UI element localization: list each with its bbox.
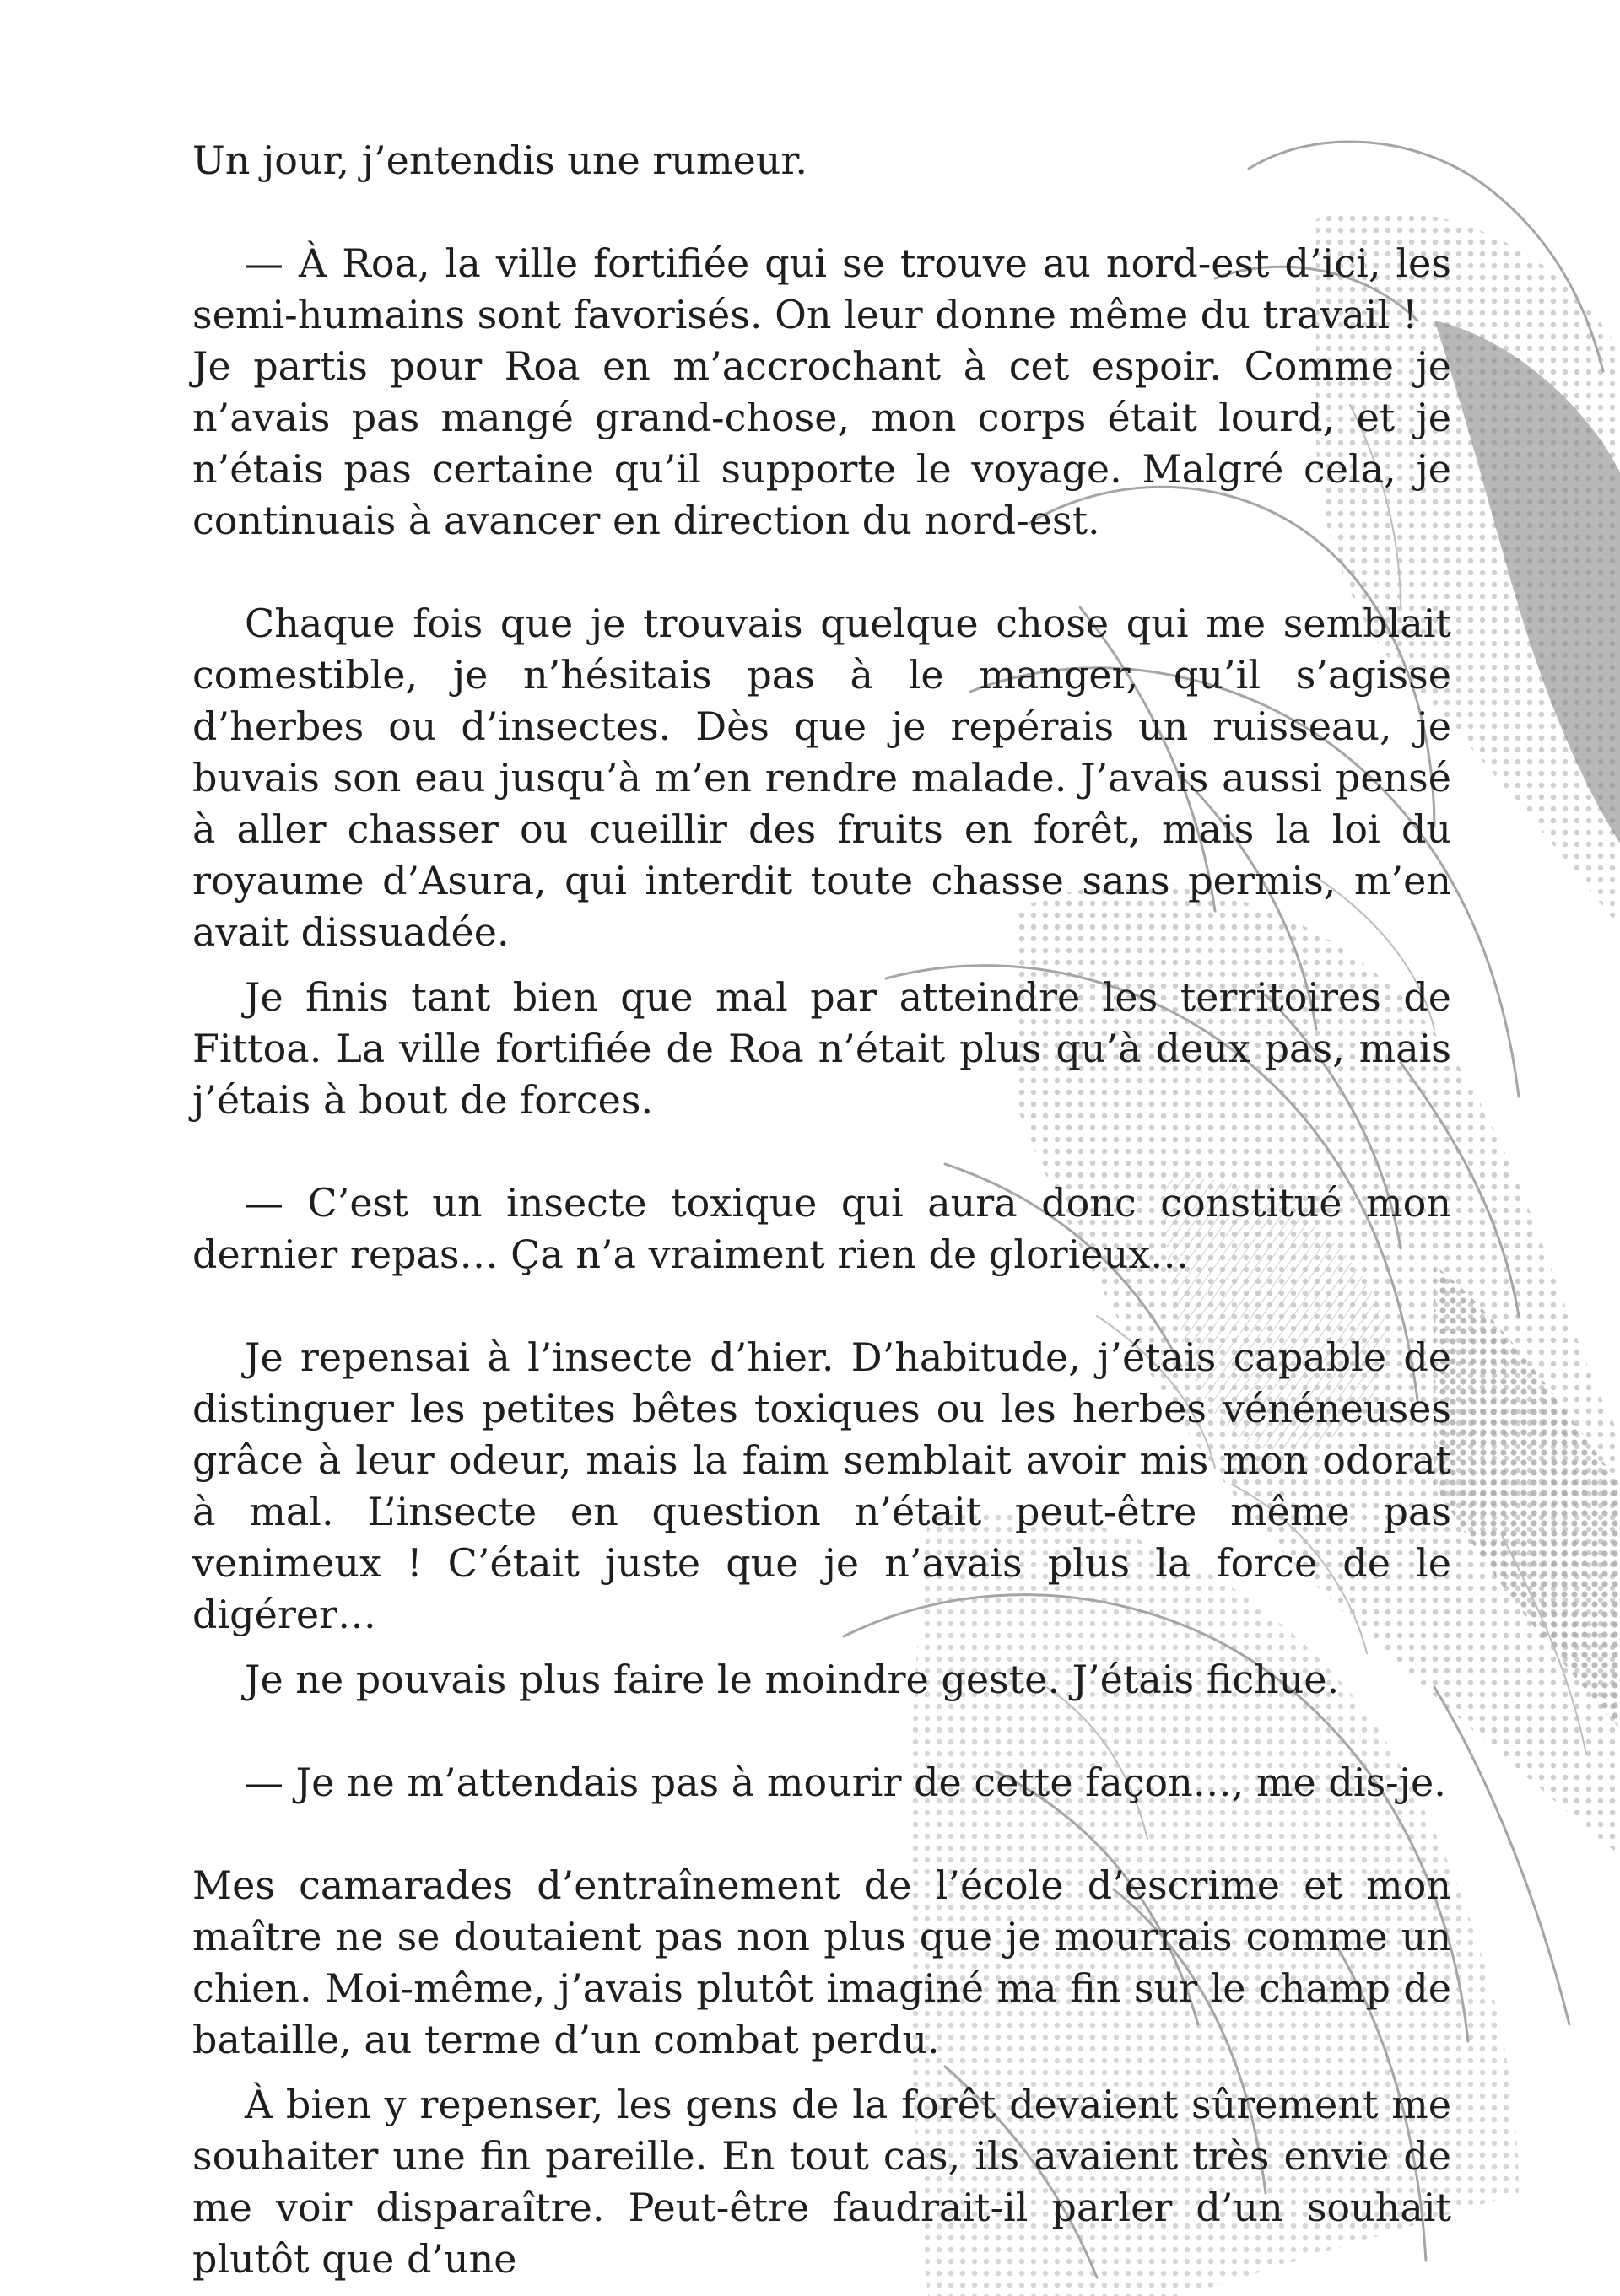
- paragraph-6-dialogue: — C’est un insecte toxique qui aura donc constitué mon dernier repas… Ça n’a vraiment rien de glorieux…: [192, 1180, 1451, 1277]
- paragraph-5: Je finis tant bien que mal par atteindre les territoires de Fittoa. La ville fortifiée de Roa n’était plus qu’à deux pas, mais j’étais à bout de forces.: [192, 974, 1451, 1123]
- paragraph-10: Mes camarades d’entraînement de l’école d’escrime et mon maître ne se doutaient pas non plus que je mourrais comme un chien. Moi-même, j’avais plutôt imaginé ma fin sur le champ de bataille, au terme d’un combat perdu.: [192, 1862, 1451, 2062]
- paragraph-7: Je repensai à l’insecte d’hier. D’habitude, j’étais capable de distinguer les petites bêtes toxiques ou les herbes vénéneuses grâce à leur odeur, mais la faim semblait avoir mis mon odorat à mal. L’insecte en question n’était peut-être même pas venimeux ! C’était juste que je n’avais plus la force de le digérer…: [192, 1334, 1451, 1637]
- paragraph-9-dialogue: — Je ne m’attendais pas à mourir de cette façon…, me dis-je.: [245, 1760, 1446, 1805]
- paragraph-3: Je partis pour Roa en m’accrochant à cet espoir. Comme je n’avais pas mangé grand-chose, mon corps était lourd, et je n’étais pas certaine qu’il supporte le voyage. Malgré cela, je continuais à avancer en direction du nord-est.: [192, 343, 1451, 543]
- paragraph-1: Un jour, j’entendis une rumeur.: [192, 137, 807, 183]
- paragraph-8: Je ne pouvais plus faire le moindre geste. J’étais fichue.: [245, 1657, 1340, 1702]
- paragraph-2-dialogue: — À Roa, la ville fortifiée qui se trouve au nord-est d’ici, les semi-humains sont favorisés. On leur donne même du travail !: [192, 240, 1451, 337]
- paragraph-4: Chaque fois que je trouvais quelque chose qui me semblait comestible, je n’hésitais pas à le manger, qu’il s’agisse d’herbes ou d’insectes. Dès que je repérais un ruisseau, je buvais son eau jusqu’à m’en rendre malade. J’avais aussi pensé à aller chasser ou cueillir des fruits en forêt, mais la loi du royaume d’Asura, qui interdit toute chasse sans permis, m’en avait dissuadée.: [192, 601, 1451, 955]
- body-text: [192, 135, 1451, 2285]
- paragraph-11: À bien y repenser, les gens de la forêt devaient sûrement me souhaiter une fin pareille. En tout cas, ils avaient très envie de me voir disparaître. Peut-être faudrait-il parler d’un souhait plutôt que d’une: [192, 2082, 1451, 2282]
